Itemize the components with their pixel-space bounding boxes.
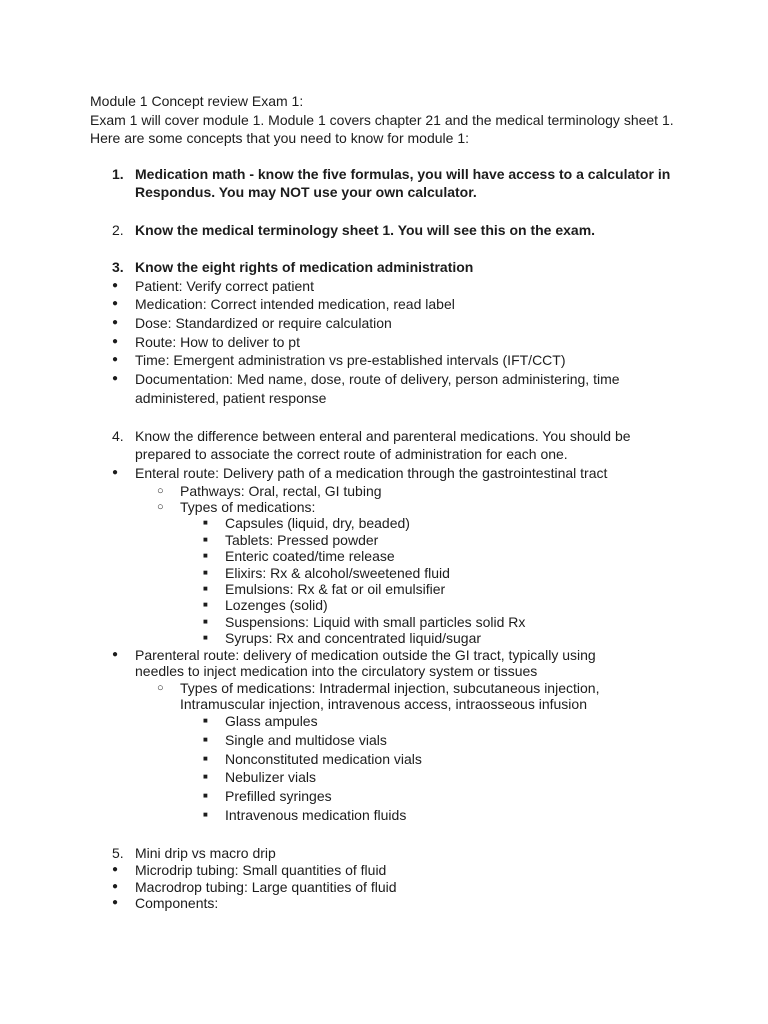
- list-item: ■ Enteric coated/time release: [203, 548, 395, 565]
- bullet-icon: ●: [112, 335, 119, 347]
- intro-line: Here are some concepts that you need to know for module 1:: [90, 130, 469, 147]
- list-number: 3.: [112, 258, 124, 275]
- list-item-3: [90, 258, 690, 277]
- list-item: ● Dose: Standardized or require calculation: [112, 315, 392, 331]
- square-bullet-icon: ■: [203, 600, 208, 610]
- list-item-text: Mini drip vs macro drip: [135, 844, 276, 861]
- list-item-5: [90, 844, 690, 863]
- square-bullet-icon: ■: [203, 772, 208, 782]
- list-item: ● Macrodrop tubing: Large quantities of fluid: [112, 878, 397, 895]
- list-item: ● Documentation: Med name, dose, route of delivery, person administering, time administered, patient response: [112, 371, 620, 406]
- square-bullet-icon: ■: [203, 791, 208, 801]
- square-bullet-icon: ■: [203, 567, 208, 577]
- route-list: [90, 464, 690, 825]
- bullet-icon: ●: [112, 648, 119, 660]
- list-item: ● Route: How to deliver to pt: [112, 333, 300, 350]
- list-item: ○ Types of medications: Intradermal injection, subcutaneous injection, Intramuscular injection, intravenous access, intraosseous infusion: [157, 679, 600, 712]
- drip-list: [90, 862, 690, 911]
- bullet-icon: ●: [112, 880, 119, 892]
- list-item-text: Know the eight rights of medication administration: [135, 258, 474, 275]
- list-item: ● Microdrip tubing: Small quantities of fluid: [112, 862, 387, 879]
- list-item: ■ Emulsions: Rx & fat or oil emulsifier: [203, 581, 446, 598]
- square-bullet-icon: ■: [203, 616, 208, 626]
- list-item: ■ Glass ampules: [203, 713, 318, 730]
- bullet-icon: ●: [112, 897, 119, 909]
- list-item: ■ Syrups: Rx and concentrated liquid/sugar: [203, 630, 482, 647]
- list-item: ● Components:: [112, 895, 219, 912]
- bullet-icon: ●: [112, 279, 119, 291]
- list-item: ● Patient: Verify correct patient: [112, 277, 314, 294]
- list-item: ○ Types of medications:: [157, 499, 316, 516]
- square-bullet-icon: ■: [203, 735, 208, 745]
- list-item-text: Know the medical terminology sheet 1. You will see this on the exam.: [135, 222, 596, 239]
- list-item-text: prepared to associate the correct route of administration for each one.: [135, 446, 568, 463]
- square-bullet-icon: ■: [203, 551, 208, 561]
- list-number: 5.: [112, 844, 124, 861]
- list-item: ● Medication: Correct intended medication, read label: [112, 296, 455, 313]
- intro: [90, 92, 690, 148]
- list-item: ■ Capsules (liquid, dry, beaded): [203, 515, 410, 532]
- list-item: ● Time: Emergent administration vs pre-established intervals (IFT/CCT): [112, 352, 566, 369]
- circle-bullet-icon: ○: [157, 681, 164, 694]
- square-bullet-icon: ■: [203, 753, 208, 763]
- document-title: Module 1 Concept review Exam 1:: [90, 93, 304, 109]
- list-number: 4.: [112, 427, 124, 444]
- list-item: ■ Suspensions: Liquid with small particles solid Rx: [203, 613, 526, 630]
- square-bullet-icon: ■: [203, 633, 208, 643]
- list-item: ■ Tablets: Pressed powder: [203, 531, 379, 548]
- list-item-text: Medication math - know the five formulas, you will have access to a calculator in: [135, 165, 671, 182]
- list-item: ■ Nebulizer vials: [203, 769, 317, 786]
- list-item: ■ Single and multidose vials: [203, 732, 387, 749]
- parenteral-route: ● Parenteral route: delivery of medication outside the GI tract, typically using needles to inject medication into the circulatory system or tissues: [112, 646, 596, 680]
- bullet-icon: ●: [112, 317, 119, 328]
- document-page: [90, 92, 690, 911]
- list-number: 1.: [112, 165, 124, 182]
- list-item: ○ Pathways: Oral, rectal, GI tubing: [157, 482, 382, 499]
- list-item: ■ Intravenous medication fluids: [203, 806, 407, 823]
- enteral-route: ● Enteral route: Delivery path of a medication through the gastrointestinal tract: [112, 464, 608, 481]
- intro-line: Exam 1 will cover module 1. Module 1 covers chapter 21 and the medical terminology sheet 1.: [90, 111, 674, 128]
- square-bullet-icon: ■: [203, 584, 208, 594]
- square-bullet-icon: ■: [203, 716, 208, 726]
- list-number: 2.: [112, 222, 124, 239]
- list-item: ■ Prefilled syringes: [203, 788, 332, 805]
- square-bullet-icon: ■: [203, 809, 208, 819]
- list-item: ■ Lozenges (solid): [203, 597, 328, 614]
- list-item-1: [90, 165, 690, 202]
- square-bullet-icon: ■: [203, 534, 208, 544]
- rights-list: [90, 277, 690, 408]
- list-item: ■ Nonconstituted medication vials: [203, 750, 422, 767]
- bullet-icon: ●: [112, 466, 119, 478]
- list-item-4: [90, 427, 690, 464]
- bullet-icon: ●: [112, 373, 119, 385]
- circle-bullet-icon: ○: [157, 484, 164, 497]
- bullet-icon: ●: [112, 298, 119, 310]
- square-bullet-icon: ■: [203, 518, 208, 528]
- circle-bullet-icon: ○: [157, 501, 164, 514]
- list-item-text: Know the difference between enteral and parenteral medications. You should be: [135, 427, 631, 444]
- list-item-2: [90, 221, 690, 240]
- list-item-text: Respondus. You may NOT use your own calculator.: [135, 184, 477, 201]
- list-item: ■ Elixirs: Rx & alcohol/sweetened fluid: [203, 564, 450, 581]
- bullet-icon: ●: [112, 354, 119, 366]
- bullet-icon: ●: [112, 864, 119, 876]
